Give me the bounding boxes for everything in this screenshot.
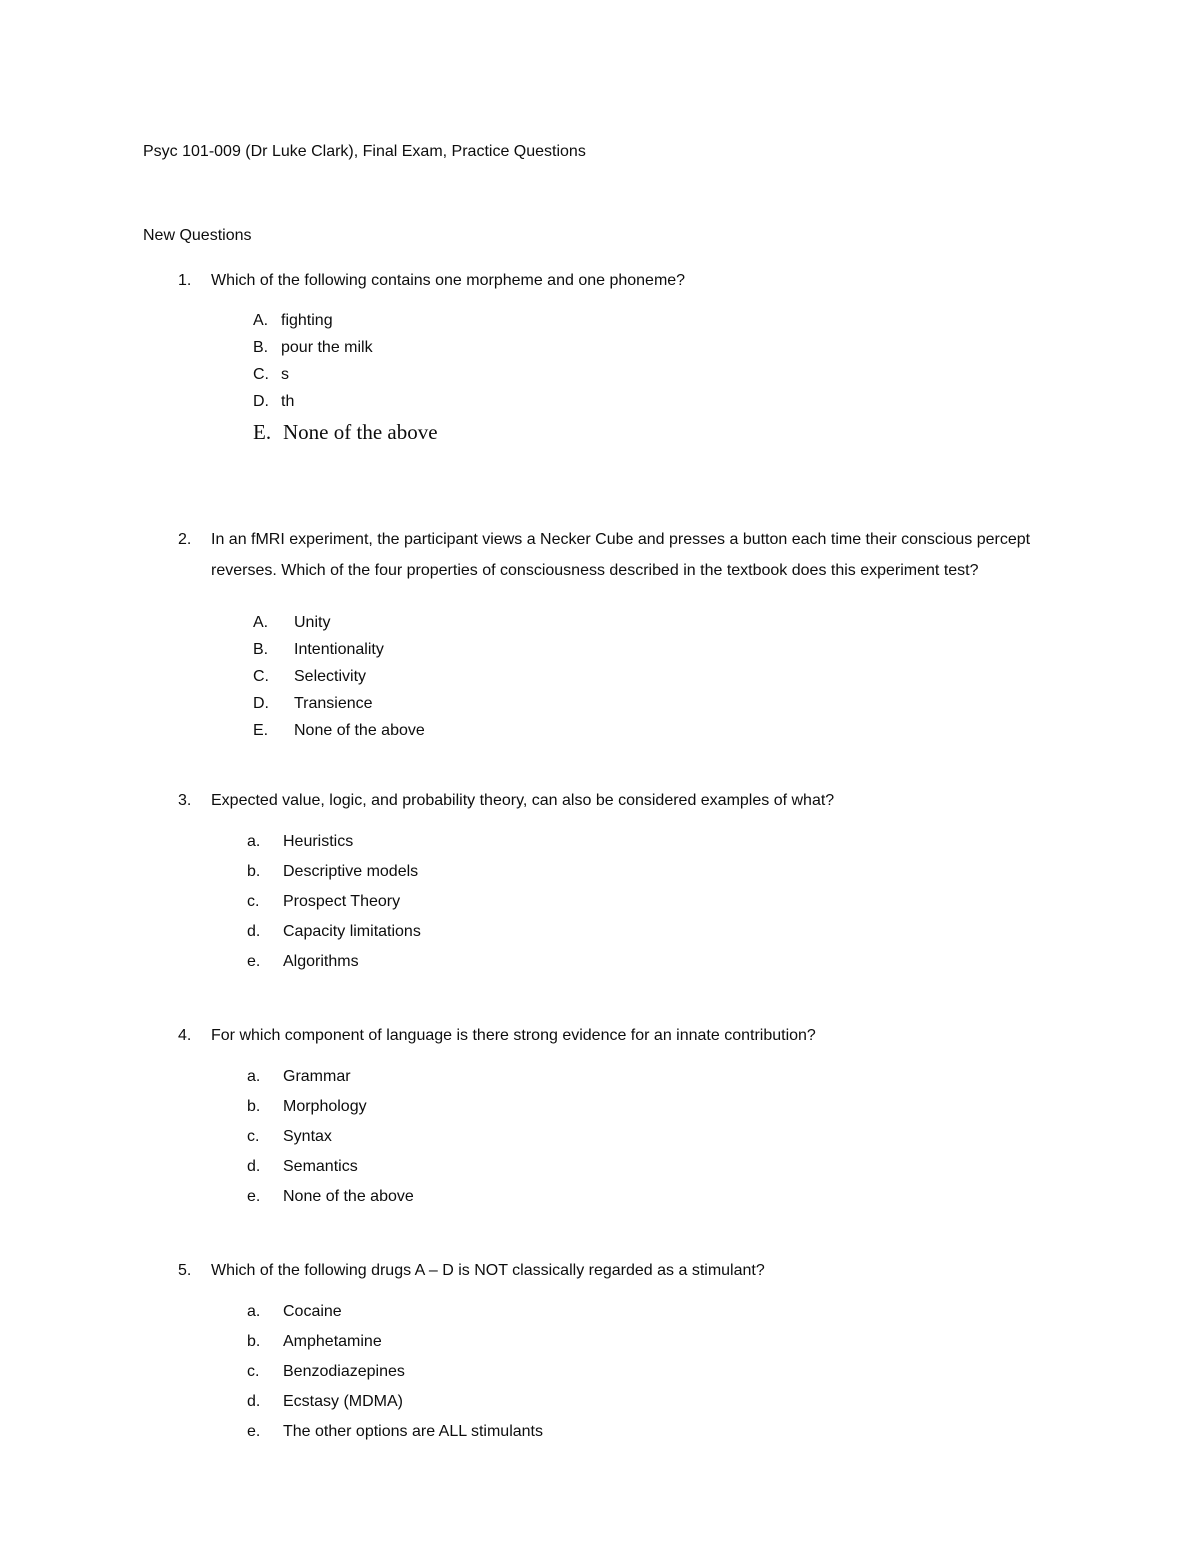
option-label: b.: [247, 863, 261, 880]
question-2-number: 2.: [178, 531, 192, 548]
question-2-option-e: [253, 717, 1090, 744]
question-5-option-b: [247, 1327, 1090, 1357]
question-4-row: [143, 1025, 1090, 1047]
question-3-number: 3.: [178, 792, 192, 809]
option-text: Algorithms: [283, 953, 359, 970]
option-text: Unity: [294, 614, 331, 631]
option-label: e.: [247, 1423, 261, 1440]
question-2-option-a: [253, 609, 1090, 636]
option-label: B.: [253, 339, 269, 356]
question-4-option-c: [247, 1122, 1090, 1152]
option-text: Descriptive models: [283, 863, 419, 880]
option-label: a.: [247, 1068, 261, 1085]
question-3-options: [247, 827, 1090, 977]
option-label: A.: [253, 614, 269, 631]
question-4-option-e: [247, 1182, 1090, 1212]
option-label: C.: [253, 668, 269, 685]
question-3-option-d: [247, 917, 1090, 947]
question-4-option-a: [247, 1062, 1090, 1092]
question-1-number: 1.: [178, 272, 192, 289]
question-1-option-c: [253, 361, 1090, 388]
option-label: d.: [247, 1158, 261, 1175]
question-5-text: Which of the following drugs A – D is NOT classically regarded as a stimulant?: [211, 1262, 765, 1279]
question-5-options: [247, 1297, 1090, 1447]
question-3-text: Expected value, logic, and probability theory, can also be considered examples of what?: [211, 792, 835, 809]
option-label: C.: [253, 366, 269, 383]
option-label: a.: [247, 833, 261, 850]
question-3-option-e: [247, 947, 1090, 977]
question-5-row: [143, 1260, 1090, 1282]
option-label: e.: [247, 1188, 261, 1205]
option-text: fighting: [281, 312, 333, 329]
option-text: Benzodiazepines: [283, 1363, 405, 1380]
option-text: Syntax: [283, 1128, 332, 1145]
option-text: Grammar: [283, 1068, 351, 1085]
question-3-option-a: [247, 827, 1090, 857]
question-5-option-d: [247, 1387, 1090, 1417]
question-2-option-d: [253, 690, 1090, 717]
section-heading: New Questions: [143, 227, 252, 244]
question-5-option-a: [247, 1297, 1090, 1327]
question-2-option-c: [253, 663, 1090, 690]
option-text: Prospect Theory: [283, 893, 401, 910]
option-label: B.: [253, 641, 269, 658]
question-4: [143, 1025, 1090, 1212]
question-2-row: [143, 524, 1090, 586]
question-4-option-d: [247, 1152, 1090, 1182]
option-label: d.: [247, 1393, 261, 1410]
option-label: a.: [247, 1303, 261, 1320]
question-4-number: 4.: [178, 1027, 192, 1044]
option-label: c.: [247, 1128, 260, 1145]
option-label: c.: [247, 1363, 260, 1380]
option-text: Capacity limitations: [283, 923, 421, 940]
question-4-text: For which component of language is there strong evidence for an innate contribution?: [211, 1027, 816, 1044]
question-1: [143, 270, 1090, 450]
question-1-options: [253, 307, 1090, 450]
question-2-text: In an fMRI experiment, the participant views a Necker Cube and presses a button each time their conscious percept reverses. Which of the four properties of consciousness described in the textbook does this experiment test?: [211, 531, 1031, 579]
option-text: s: [281, 366, 289, 383]
option-text: Intentionality: [294, 641, 384, 658]
question-2-option-b: [253, 636, 1090, 663]
option-text: Amphetamine: [283, 1333, 382, 1350]
option-label: D.: [253, 393, 269, 410]
question-2: [143, 524, 1090, 744]
option-text: Ecstasy (MDMA): [283, 1393, 403, 1410]
question-1-option-a: [253, 307, 1090, 334]
question-1-option-d: [253, 388, 1090, 415]
question-3: [143, 790, 1090, 977]
option-text: Selectivity: [294, 668, 367, 685]
option-text: pour the milk: [281, 339, 373, 356]
question-1-option-b: [253, 334, 1090, 361]
option-label: c.: [247, 893, 260, 910]
option-label: E.: [253, 722, 269, 739]
option-label: D.: [253, 695, 269, 712]
question-3-row: [143, 790, 1090, 812]
option-text: None of the above: [283, 1188, 414, 1205]
question-5-option-c: [247, 1357, 1090, 1387]
option-text: Semantics: [283, 1158, 358, 1175]
option-text: Cocaine: [283, 1303, 342, 1320]
option-label: A.: [253, 312, 269, 329]
option-text: Morphology: [283, 1098, 367, 1115]
question-4-options: [247, 1062, 1090, 1212]
question-4-option-b: [247, 1092, 1090, 1122]
question-1-row: [143, 270, 1090, 292]
question-3-option-c: [247, 887, 1090, 917]
option-label: b.: [247, 1333, 261, 1350]
question-5-option-e: [247, 1417, 1090, 1447]
option-text: None of the above: [283, 420, 438, 444]
option-label: d.: [247, 923, 261, 940]
option-label: e.: [247, 953, 261, 970]
question-5: [143, 1260, 1090, 1447]
option-text: Transience: [294, 695, 373, 712]
option-text: None of the above: [294, 722, 425, 739]
option-text: th: [281, 393, 295, 410]
question-2-options: [253, 609, 1090, 744]
question-1-text: Which of the following contains one morpheme and one phoneme?: [211, 272, 686, 289]
option-label: E.: [253, 420, 272, 444]
question-5-number: 5.: [178, 1262, 192, 1279]
option-text: Heuristics: [283, 833, 354, 850]
question-3-option-b: [247, 857, 1090, 887]
option-text: The other options are ALL stimulants: [283, 1423, 543, 1440]
question-1-option-e: [253, 415, 1090, 450]
document-title: Psyc 101-009 (Dr Luke Clark), Final Exam, Practice Questions: [143, 143, 586, 160]
option-label: b.: [247, 1098, 261, 1115]
